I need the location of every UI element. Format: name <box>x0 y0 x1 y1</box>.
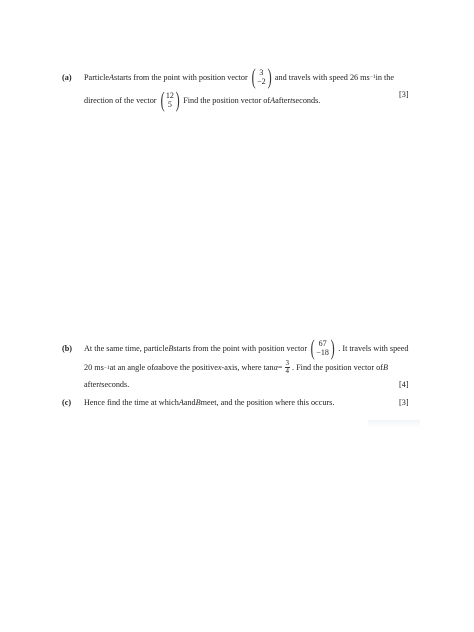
part-b-line-1 <box>62 337 409 359</box>
part-b-marks: [4] <box>399 380 409 389</box>
part-a-text: in the <box>375 72 395 82</box>
vector-component: 67 <box>318 339 327 348</box>
part-b-text: = <box>277 363 283 372</box>
part-a-text: Particle <box>84 72 110 82</box>
part-a-text: seconds. <box>292 95 321 105</box>
part-c-text: and <box>183 398 196 407</box>
particle-a-var: A <box>178 398 184 407</box>
part-a-line-2 <box>84 89 320 111</box>
particle-a-var: A <box>270 95 276 105</box>
part-b-text: seconds. <box>101 380 130 389</box>
part-b-text: above the positive <box>158 363 218 372</box>
fraction-numerator: 3 <box>285 359 290 367</box>
part-b-text: At the same time, particle <box>84 343 169 353</box>
particle-b-var: B <box>168 343 174 353</box>
vector-component: 5 <box>167 100 172 109</box>
tan-fraction <box>285 360 291 375</box>
part-c-marks: [3] <box>399 398 409 407</box>
fraction-denominator: 4 <box>285 367 290 375</box>
part-a-marks: [3] <box>399 90 409 99</box>
part-b-text: . It travels with speed <box>338 343 409 353</box>
part-a-text: Find the position vector of <box>183 95 271 105</box>
time-var: t <box>290 95 293 105</box>
part-b-text: after <box>84 380 99 389</box>
part-b-label: (b) <box>62 343 73 353</box>
particle-b-var: B <box>195 398 201 407</box>
part-c-label: (c) <box>62 398 72 407</box>
part-b-text: at an angle of <box>109 363 154 372</box>
part-b-line-3 <box>84 379 129 390</box>
part-a-text: starts from the point with position vector <box>114 72 248 82</box>
part-a-text: after <box>275 95 291 105</box>
alpha-var: α <box>273 363 278 372</box>
part-b-text: . Find the position vector of <box>292 363 383 372</box>
part-b-line-2: 20 ms −1 at an angle of α above the positive x -axis, where tan α = $\frac{3}{4}$ . Find the position vector of B <box>84 359 388 375</box>
vector-a-start: ( 3 −2 ) <box>251 64 272 89</box>
part-a-label: (a) <box>62 72 72 82</box>
vector-component: 12 <box>165 91 174 100</box>
vector-b-start: ( 67 −18 ) <box>310 335 335 360</box>
time-var: t <box>99 380 102 389</box>
part-a-text: and travels with speed 26 ms <box>274 72 370 82</box>
part-c-text: meet, and the position where this occurs. <box>200 398 335 407</box>
vector-component: 3 <box>259 68 264 77</box>
x-var: x <box>217 363 222 372</box>
particle-b-var: B <box>382 363 388 372</box>
part-b-text: starts from the point with position vector <box>173 343 308 353</box>
alpha-var: α <box>153 363 159 372</box>
vector-component: −18 <box>316 348 329 357</box>
part-b-text: 20 ms <box>84 363 104 372</box>
direction-vector: ( 12 5 ) <box>160 87 180 112</box>
part-c-text: Hence find the time at which <box>84 398 179 407</box>
part-a-text: direction of the vector <box>84 95 157 105</box>
part-c-line <box>62 397 334 408</box>
part-b-text: -axis, where tan <box>221 363 274 372</box>
scan-shading <box>368 420 420 428</box>
vector-component: −2 <box>257 77 266 86</box>
part-a-line-1: (a) Particle A starts from the point with position vector ( 3 −2 ) and travels with speed 26 ms −1 in the <box>62 64 395 89</box>
particle-a-var: A <box>109 72 115 82</box>
